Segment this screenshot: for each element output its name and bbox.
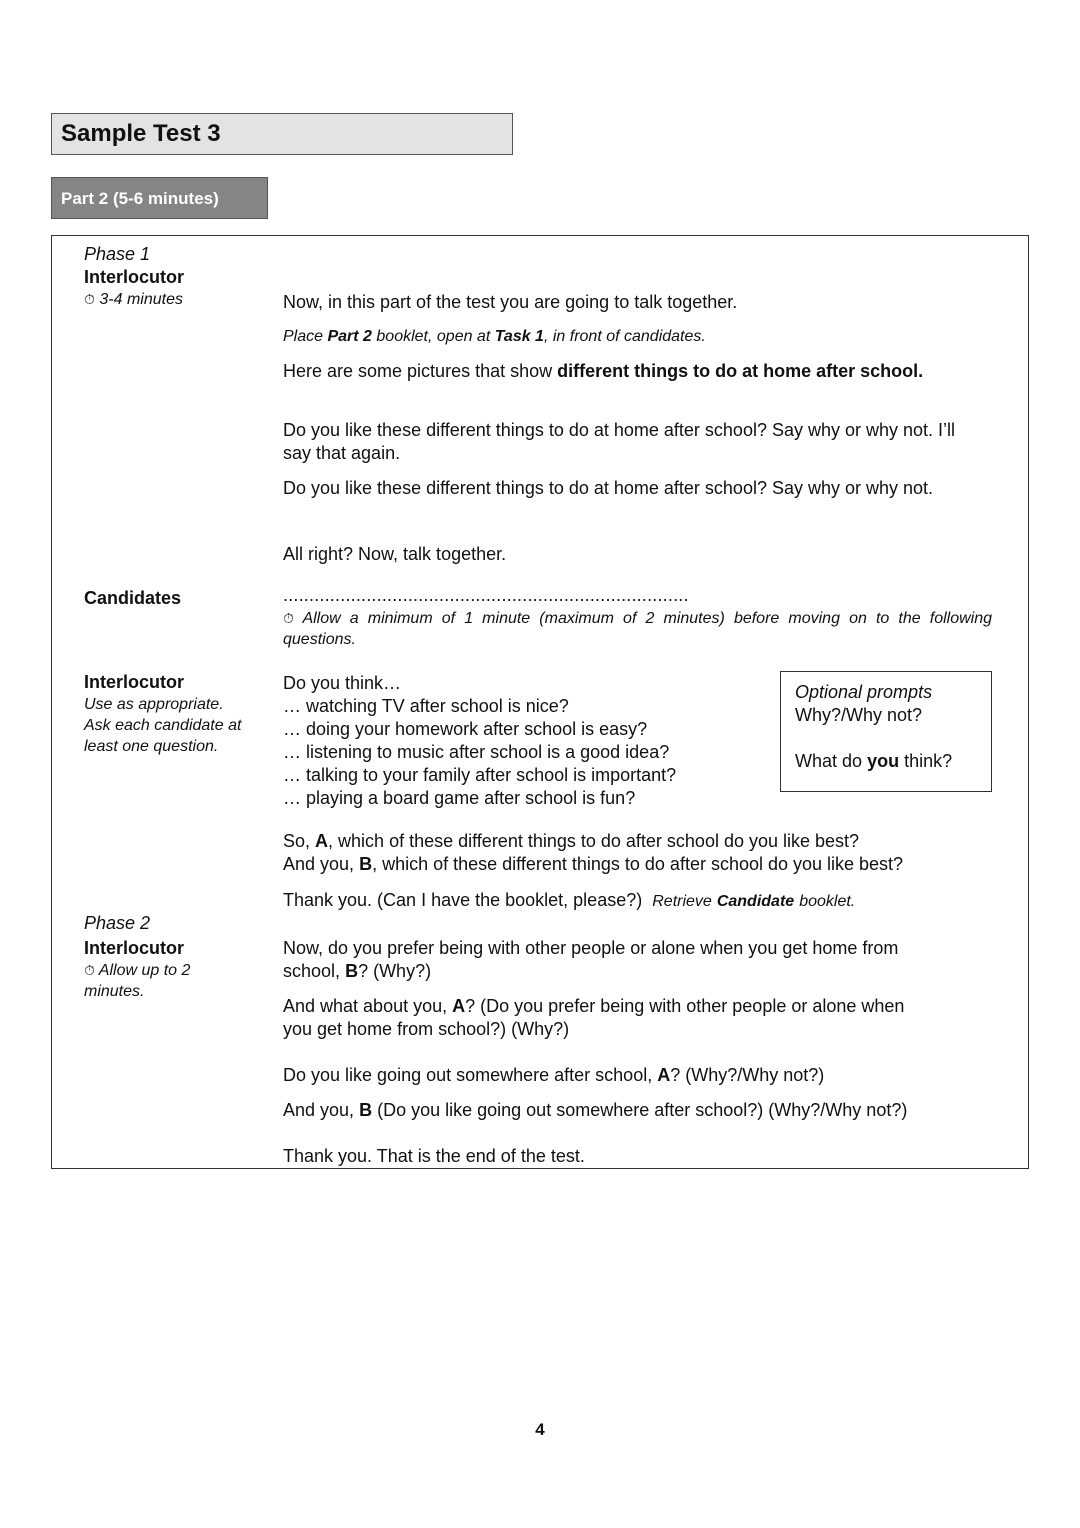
part-heading: Part 2 (5-6 minutes)	[51, 177, 268, 219]
q4-letter: B	[359, 1100, 373, 1120]
q1-letter: B	[345, 961, 359, 981]
clock-icon: ⏱	[283, 610, 294, 626]
best-a-post: , which of these different things to do after school do you like best?	[328, 831, 860, 851]
list-item: … watching TV after school is nice?	[283, 696, 569, 716]
phase2-timing-text: Allow up to 2	[98, 962, 191, 979]
q2-pre: And what about you,	[283, 996, 448, 1016]
phase1-question1: Do you like these different things to do at home after school? Say why or why not. I’ll say that again.	[283, 420, 956, 463]
pictures-pre: Here are some pictures that show	[283, 361, 553, 381]
list-item: … listening to music after school is a good idea?	[283, 742, 670, 762]
page-number: 4	[535, 1420, 545, 1439]
instr-task: Task 1	[494, 328, 544, 345]
instr-part: Part 2	[327, 328, 372, 345]
candidates-dots: ..............................................................................	[283, 585, 689, 605]
list-item: … doing your homework after school is easy?	[283, 719, 648, 739]
thanks-text: Thank you. (Can I have the booklet, please?)	[283, 890, 643, 910]
retrieve-pre: Retrieve	[652, 893, 712, 910]
clock-icon: ⏱	[84, 291, 95, 307]
allow-note-text: Allow a minimum of 1 minute (maximum of 2 minutes) before moving on to the following questions.	[283, 610, 993, 648]
instr-rest: , in front of candidates.	[543, 328, 706, 345]
best-question-b	[283, 853, 903, 876]
prompt2-post: think?	[904, 751, 953, 771]
best-b-letter: B	[359, 854, 373, 874]
phase1-label: Phase 1	[84, 244, 151, 264]
phase2-q2-line1	[283, 995, 904, 1018]
phase2-q2-line2: you get home from school?) (Why?)	[283, 1019, 570, 1039]
prompts-title: Optional prompts	[795, 682, 933, 702]
prompt-what-do-you-think	[795, 750, 952, 773]
phase2-q1-line2	[283, 960, 431, 983]
thanks-retrieve	[283, 889, 855, 912]
phase2-q1-line1: Now, do you prefer being with other people or alone when you get home from	[283, 938, 899, 958]
followup-note-3: least one question.	[84, 738, 219, 755]
instr-booklet: booklet, open at	[376, 328, 491, 345]
q2-post: ? (Do you prefer being with other people or alone when	[465, 996, 905, 1016]
candidates-label: Candidates	[84, 588, 182, 608]
list-item: … talking to your family after school is important?	[283, 765, 677, 785]
phase2-role: Interlocutor	[84, 938, 185, 958]
list-item: … playing a board game after school is fun?	[283, 788, 636, 808]
phase2-q4	[283, 1099, 907, 1122]
q2-letter: A	[452, 996, 466, 1016]
prompt-why: Why?/Why not?	[795, 705, 923, 725]
prompt2-bold: you	[867, 751, 900, 771]
phase1-question2: Do you like these different things to do at home after school? Say why or why not.	[283, 478, 934, 498]
followup-intro: Do you think…	[283, 673, 402, 693]
phase2-label: Phase 2	[84, 913, 151, 933]
best-question-a	[283, 830, 859, 853]
page-title: Sample Test 3	[51, 113, 513, 155]
followup-role: Interlocutor	[84, 672, 185, 692]
phase1-pictures	[283, 360, 943, 383]
best-a-pre: So,	[283, 831, 311, 851]
retrieve-bold: Candidate	[716, 893, 795, 910]
instr-place: Place	[283, 328, 324, 345]
q3-pre: Do you like going out somewhere after school,	[283, 1065, 653, 1085]
pictures-bold: different things to do at home after school.	[557, 361, 924, 381]
phase1-timing	[84, 289, 183, 310]
phase1-talk: All right? Now, talk together.	[283, 544, 507, 564]
phase1-role: Interlocutor	[84, 267, 185, 287]
phase1-instruction	[283, 326, 706, 347]
best-b-pre: And you,	[283, 854, 355, 874]
prompt2-pre: What do	[795, 751, 863, 771]
phase1-timing-text: 3-4 minutes	[99, 291, 183, 308]
phase2-timing-2: minutes.	[84, 983, 145, 1000]
phase2-timing-1	[84, 960, 190, 981]
phase2-q3	[283, 1064, 824, 1087]
q3-letter: A	[657, 1065, 671, 1085]
best-a-letter: A	[315, 831, 329, 851]
q4-pre: And you,	[283, 1100, 355, 1120]
allow-note	[283, 608, 992, 650]
q3-post: ? (Why?/Why not?)	[670, 1065, 825, 1085]
best-b-post: , which of these different things to do after school do you like best?	[372, 854, 904, 874]
retrieve-post: booklet.	[799, 893, 856, 910]
q4-post: (Do you like going out somewhere after school?) (Why?/Why not?)	[377, 1100, 908, 1120]
clock-icon: ⏱	[84, 962, 95, 978]
phase2-end: Thank you. That is the end of the test.	[283, 1146, 585, 1166]
q1-post: ? (Why?)	[358, 961, 432, 981]
q1-pre: school,	[283, 961, 341, 981]
phase1-intro: Now, in this part of the test you are going to talk together.	[283, 292, 738, 312]
followup-note-1: Use as appropriate.	[84, 696, 224, 713]
followup-note-2: Ask each candidate at	[84, 717, 242, 734]
